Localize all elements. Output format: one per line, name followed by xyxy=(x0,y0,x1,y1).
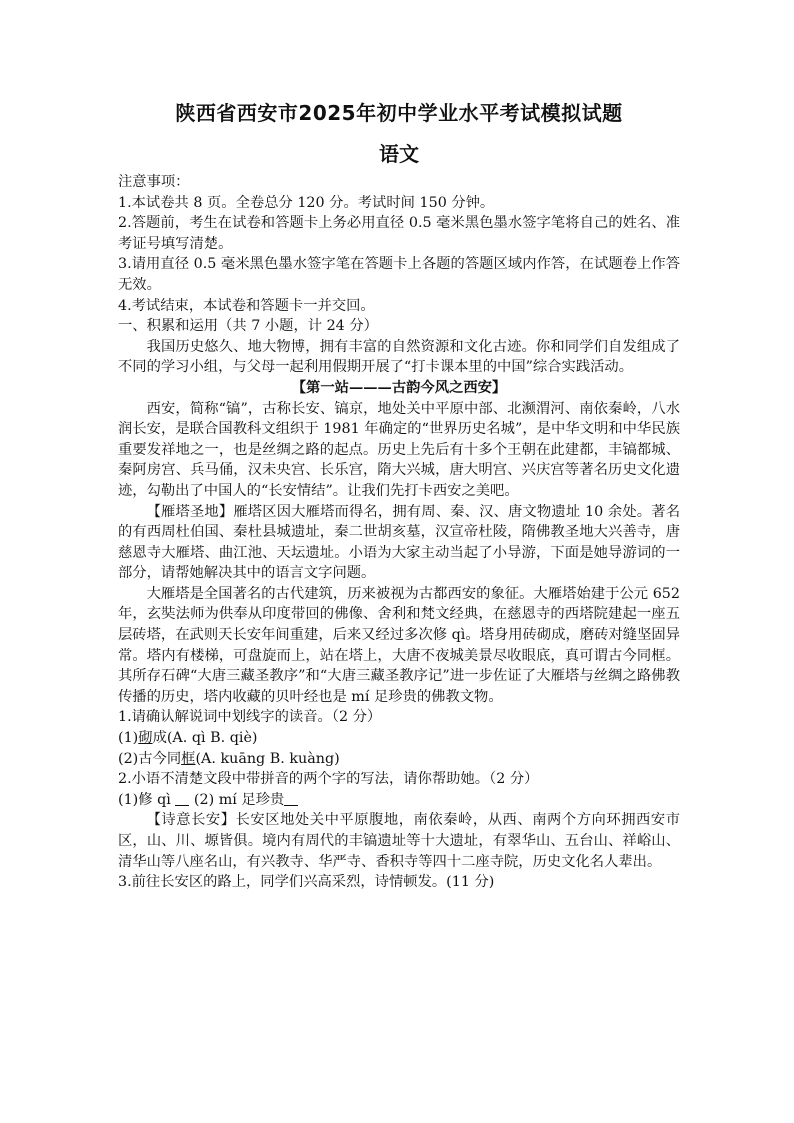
question-1-option-b xyxy=(118,749,680,770)
question-1-option-a xyxy=(118,728,680,749)
section-intro: 我国历史悠久、地大物博，拥有丰富的自然资源和文化古迹。你和同学们自发组成了不同的学习小组，与父母一起利用假期开展了“打卡课本里的中国”综合实践活动。 xyxy=(118,338,680,376)
notice-item: 4.考试结束，本试卷和答题卡一并交回。 xyxy=(118,297,375,314)
notice-item: 3.请用直径 0.5 毫米黑色墨水签字笔在答题卡上各题的答题区域内作答，在试题卷上作答无效。 xyxy=(118,256,680,293)
question-2-part-2: (2) mí 足珍贵 xyxy=(193,791,285,808)
exam-title: 陕西省西安市2025年初中学业水平考试模拟试题 xyxy=(175,101,623,125)
underlined-char: 框 xyxy=(181,750,196,767)
question-2-stem: 2.小语不清楚文段中带拼音的两个字的写法，请你帮助她。（2 分） xyxy=(118,771,539,788)
question-1-a-text: 成(A. qì B. qiè) xyxy=(152,730,258,747)
answer-blank[interactable] xyxy=(175,791,189,806)
question-2-blanks xyxy=(118,790,680,811)
notice-item: 2.答题前，考生在试卷和答题卡上务必用直径 0.5 毫米黑色墨水签字笔将自己的姓名、准考证号填写清楚。 xyxy=(118,215,680,252)
station-paragraph: 大雁塔是全国著名的古代建筑，历来被视为古都西安的象征。大雁塔始建于公元 652 年，玄奘法师为供奉从印度带回的佛像、舍利和梵文经典，在慈恩寺的西塔院建起一座五层砖塔，在武则天长安年间重建，后来又经过多次修 qì。塔身用砖砌成，磨砖对缝坚固异常。塔内有楼梯，可盘旋而上，站在塔上，大唐不夜城美景尽收眼底，真可谓古今同框。其所存石碑“大唐三藏圣教序”和“大唐三藏圣教序记”进一步佐证了大雁塔与丝绸之路佛教传播的历史，塔内收藏的贝叶经也是 mí 足珍贵的佛教文物。 xyxy=(118,585,680,705)
question-1-num: (1) xyxy=(118,730,139,747)
station-paragraph: 【诗意长安】长安区地处关中平原腹地，南依秦岭，从西、南两个方向环拥西安市区，山、川、塬皆俱。境内有周代的丰镐遗址等十大遗址，有翠华山、五台山、祥峪山、清华山等八座名山，有兴教寺、华严寺、香积寺等四十二座寺院，历史文化名人辈出。 xyxy=(118,812,680,870)
exam-page xyxy=(118,98,680,893)
notice-item: 1.本试卷共 8 页。全卷总分 120 分。考试时间 150 分钟。 xyxy=(118,194,495,211)
station-paragraph: 【雁塔圣地】雁塔区因大雁塔而得名，拥有周、秦、汉、唐文物遗址 10 余处。著名的有西周杜伯国、秦杜县城遗址，秦二世胡亥墓，汉宣帝杜陵，隋佛教圣地大兴善寺，唐慈恩寺大雁塔、曲江池、天坛遗址。小语为大家主动当起了小导游，下面是她导游词的一部分，请帮她解决其中的语言文字问题。 xyxy=(118,503,680,582)
question-2-part-1: (1)修 qì xyxy=(118,791,171,808)
station-paragraph: 西安，简称“镐”，古称长安、镐京，地处关中平原中部、北濒渭河、南依秦岭，八水润长安，是联合国教科文组织于 1981 年确定的“世界历史名城”，是中华文明和中华民族重要发祥地之一，也是丝绸之路的起点。历史上先后有十多个王朝在此建都，丰镐都城、秦阿房宫、兵马俑，汉未央宫、长乐宫，隋大兴城，唐大明宫、兴庆宫等著名历史文化遗迹，勾勒出了中国人的“长安情结”。让我们先打卡西安之美吧。 xyxy=(118,400,680,499)
question-1-b-prefix: 古今同 xyxy=(138,750,182,767)
question-1-b-text: (A. kuāng B. kuàng) xyxy=(195,750,340,767)
notice-heading: 注意事项： xyxy=(118,174,190,190)
answer-blank[interactable] xyxy=(284,791,298,806)
subject-title: 语文 xyxy=(379,142,419,166)
question-3-stem: 3.前往长安区的路上，同学们兴高采烈，诗情顿发。(11 分) xyxy=(118,874,495,891)
question-1-stem: 1.请确认解说词中划线字的读音。（2 分） xyxy=(118,709,382,726)
question-1-num: (2) xyxy=(118,750,139,767)
station-heading: 【第一站———古韵今风之西安】 xyxy=(291,379,507,396)
section-heading: 一、积累和运用（共 7 小题，计 24 分） xyxy=(118,318,378,335)
underlined-char: 砌 xyxy=(138,730,153,747)
